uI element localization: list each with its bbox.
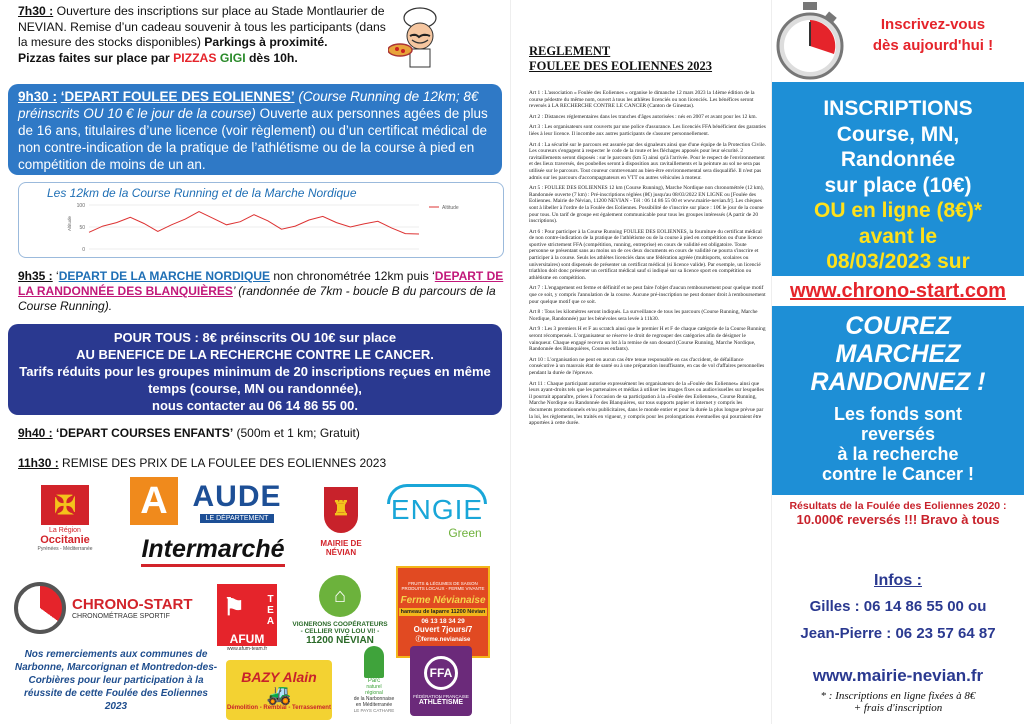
article-10: Art 10 : L'organisation ne peut en aucun cas être tenue responsable en cas d'accident, de défaillance consécutive à un mauvais état de santé ou à une préparation insuffisante, en cas de vol d'affaires personnelles pendant la durée de l'épreuve. — [529, 356, 765, 376]
ferme-text-2: PRODUITS LOCAUX - FERME VIVANTE — [401, 586, 485, 591]
article-6: Art 6 : Pour participer à la Course Running FOULEE DES EOLIENNES, la fourniture du certificat médical de non contre-indication de la pratique de l'athlétisme ou de la course à pied en compétition ou d'une licence sportive strictement FFA (compétition, running, entreprise) en cours de validité est obligatoire. Toute personne se présentant sans au moins un de ces deux documents en cours de validité ne pourra s'inscrire et participer à la course. Seuls les athlètes licenciés dans une fédération agréée (multisports, scolaires ou universitaires) sont dispensés de présenter un certificat médical (si licence valide). Par exemple, un licencié triathlon doit donc présenter un certificat médical sauf si indiqué sur sa licence sport en compétition ou athlétisme en compétition. — [529, 228, 763, 281]
pizza-time: dès 10h. — [245, 50, 298, 65]
parc-text-3: régional — [365, 689, 383, 696]
y-tick-label: 0 — [82, 247, 85, 253]
parc-leaf-icon — [364, 646, 384, 678]
contact-gilles: Gilles : 06 14 86 55 00 ou — [809, 598, 987, 615]
pricing-line-4: nous contacter au 06 14 86 55 00. — [152, 398, 358, 413]
reglement-title-2: FOULEE DES EOLIENNES 2023 — [529, 59, 713, 73]
register-now-2: dès aujourd'hui ! — [872, 37, 994, 54]
inscriptions-title: INSCRIPTIONS — [823, 97, 973, 120]
thanks-text: Nos remerciements aux communes de Narbonne, Marcorignan et Montredon-des-Corbières pour leur participation à la réussite de cette Foulée des Eoliennes 2023 — [14, 649, 218, 712]
kids-race-paragraph — [18, 426, 506, 441]
reglement-title — [529, 44, 712, 74]
aude-subtitle: LE DÉPARTEMENT — [200, 514, 275, 523]
rando-text: ’ (randonnée de 7km - boucle B du parcours de la Course Running). — [18, 284, 496, 313]
afum-url: www.afum-team.fr — [226, 646, 268, 652]
funds-line-3: à la recherche — [837, 444, 959, 464]
kids-text: (500m et 1 km; Gratuit) — [233, 426, 360, 440]
register-now-1: Inscrivez-vous — [880, 16, 986, 33]
chrono-text: CHRONO-START — [72, 596, 193, 613]
registration-column — [772, 0, 1024, 724]
article-2: Art 2 : Distances réglementaires dans les tranches d'âges autorisées : nés en 2007 et avant pour les 12 km. — [529, 113, 757, 120]
aude-text: AUDE — [192, 479, 282, 513]
ferme-address: hameau de Iaparre 11200 Névian — [400, 609, 486, 615]
bazy-logo — [226, 660, 332, 720]
vignerons-text-2: - CELLIER VIVO LOU VI! - — [300, 627, 380, 635]
occitanie-text-3: Pyrénées - Méditerranée — [37, 545, 93, 552]
article-9: Art 9 : Les 3 premiers H et F au scratch ainsi que le premier H et F de chaque catégorie de la Course Running seront récompensés. L'organisateur se réserve le droit de regrouper des catégories afin de désigner le vainqueur. Chaque engagé recevra un lot à la remise de son dossard (Course Running, Marche Nordique, Randonnée des Blanquières, Courses enfants). — [529, 326, 766, 353]
inscriptions-before: avant le — [858, 224, 938, 248]
pizzas-brand: PIZZAS — [173, 50, 217, 65]
intermarche-logo — [130, 532, 296, 568]
afum-text: AFUM — [217, 632, 277, 646]
rando-title: DEPART DE LA RANDONNÉE DES BLANQUIÈRES — [18, 269, 504, 298]
pricing-line-1: POUR TOUS : 8€ préinscrits OU 10€ sur place — [113, 330, 397, 345]
y-axis-label: Altitude — [67, 215, 72, 231]
engie-subtitle: Green — [448, 526, 482, 540]
slogan-courez: COUREZ — [845, 312, 951, 340]
pizza-text: Pizzas faites sur place par — [18, 50, 174, 65]
funds-line-4: contre le Cancer ! — [821, 464, 975, 484]
results-line-1: Résultats de la Foulée des Eoliennes 2020 : — [789, 500, 1007, 512]
article-8: Art 8 : Tous les kilomètres seront indiqués. La surveillance de tous les parcours (Course Running, Marche Nordique, Randonnée) par les bénévoles sera levée à 11h30. — [529, 309, 758, 322]
chrono-subtitle: CHRONOMÉTRAGE SPORTIF — [72, 613, 170, 620]
bazy-text: BAZY Alain — [241, 669, 317, 685]
footnote-2: + frais d'inscription — [853, 702, 943, 714]
occitanie-cross-icon: ✠ — [41, 485, 89, 525]
kids-title: ‘DEPART COURSES ENFANTS’ — [52, 426, 234, 440]
slogan — [776, 312, 1020, 396]
article-7: Art 7 : L'engagement est ferme et définitif et ne peut faire l'objet d'aucun remboursement pour quelque motif que ce soit, y compris l'annulation de la course. Aucune pré-inscription ne peut donner droit à remboursement pour quelque motif que ce soit. — [529, 285, 766, 305]
inscriptions-on: sur — [931, 250, 970, 273]
reglement-title-1: REGLEMENT — [529, 44, 611, 58]
ffa-text: FFA — [424, 656, 458, 690]
funds-text — [776, 404, 1020, 484]
ferme-text-1: FRUITS & LÉGUMES DE SAISON — [408, 581, 478, 586]
nordic-quote: ‘ — [52, 269, 59, 283]
funds-line-1: Les fonds sont — [833, 404, 962, 424]
ffa-subtitle-1: FÉDÉRATION FRANÇAISE — [413, 694, 469, 699]
chrono-start-link[interactable]: www.chrono-start.com — [772, 276, 1024, 306]
aude-a-icon: A — [130, 477, 178, 525]
awards-text: REMISE DES PRIX DE LA FOULEE DES EOLIENNES 2023 — [58, 456, 387, 470]
mairie-nevian-link[interactable]: www.mairie-nevian.fr — [812, 666, 984, 685]
funds-line-2: reversés — [860, 424, 936, 444]
chrono-start-logo — [14, 576, 200, 640]
mairie-text-2: NÉVIAN — [325, 548, 357, 557]
contact-jean-pierre: Jean-Pierre : 06 23 57 64 87 — [800, 625, 996, 642]
article-4: Art 4 : La sécurité sur le parcours est assurée par des signaleurs ainsi que d'une équipe de la Protection Civile. Les coureurs s'engagent à respecter le code de la route et les fléchages apposés pour leur sécurité. 2 ravitaillements seront disposés : sur le parcours (km 5) ainsi qu'à l'arrivée. Pour le respect de l'environnement et des lieux traversés, des poubelles seront à disposition aux ravitaillements et la peinture au sol ne sera pas utilisée sur le parcours. Tout coureur contrevenant au bien-être environnemental sera disqualifié. Il n'est pas admis sur les parcours d'accompagnateurs en VTT ou autres véhicules à moteur. — [529, 141, 767, 181]
pricing-line-2: AU BENEFICE DE LA RECHERCHE CONTRE LE CANCER. — [76, 347, 434, 362]
y-tick-label: 50 — [79, 225, 85, 231]
y-tick-label: 100 — [76, 203, 85, 209]
afum-letters: TEA — [251, 584, 277, 632]
parc-naturel-logo — [346, 638, 402, 720]
nevian-shield-icon: ♜ — [324, 487, 358, 533]
registration-panel — [772, 82, 1024, 495]
chart-title: Les 12km de la Course Running et de la Marche Nordique — [47, 186, 357, 200]
opening-time: 7h30 : — [18, 4, 54, 18]
results-line-2: 10.000€ reversés !!! Bravo à tous — [796, 512, 1000, 527]
parc-text-5: en Méditerranée — [355, 701, 393, 708]
register-now-text — [842, 14, 1024, 56]
nordic-text: non chronométrée 12km puis ‘ — [270, 269, 435, 283]
altitude-series-line — [89, 212, 419, 234]
afum-logo — [216, 580, 278, 656]
registration-info — [778, 96, 1018, 275]
running-conditions: Ouverte aux personnes agées de plus de 16 ans, titulaires d’une licence (voir règlement) ou d’un certificat médical de non contre-indication de la pratique de l’athlétisme ou de la course à pied en compétition de moins de un an. — [18, 106, 488, 172]
ferme-open: Ouvert 7jours/7 — [413, 625, 473, 634]
contact-block — [772, 572, 1024, 642]
nordic-walk-paragraph — [18, 269, 506, 314]
article-5: Art 5 : FOULEE DES EOLIENNES 12 km (Course Running), Marche Nordique non chronométrée (12 km), Randonnée ouverte (7 km) : Pré-inscriptions réglées (8€) jusqu'au 08/03/2022 EN LIGNE ou [Foulée des Eoliennes. Mairie de Névian, 11200 NEVIAN - Tél : 06 14 86 55 00 et www.mairie-nevian.fr]. Les chèques sont à libeller à l'ordre de la Foulée des Eoliennes. Possibilité de s'inscrire sur place : 10€ le jour de la course pour tous. Un tarif de groupe est également communicable pour tous les groupes intéressés (A partir de 20 inscriptions). — [529, 185, 764, 225]
article-3: Art 3 : Les organisateurs sont couverts par une police d'assurance. Les licenciés FFA bénéficient des garanties liées à leur licence. Il incombe aux autres participants de s'assurer personnellement. — [529, 124, 766, 137]
ferme-facebook — [416, 634, 471, 643]
running-title: ‘DEPART FOULEE DES EOLIENNES’ — [60, 89, 295, 104]
parc-text-4: de la Narbonnaise — [353, 695, 395, 702]
inscriptions-online: OU en ligne (8€)* — [813, 199, 983, 222]
stopwatch-icon — [776, 2, 844, 80]
opening-text: Ouverture des inscriptions sur place au Stade Montlaurier de NEVIAN. Remise d’un cadeau souvenir à tous les participants (dans la mesure des stocks disponibles) — [18, 4, 386, 49]
slogan-randonnez: RANDONNEZ ! — [810, 368, 986, 396]
pizza-chef-illustration — [388, 6, 448, 72]
ffa-subtitle-2: ATHLÉTISME — [418, 699, 464, 706]
occitanie-text-1: La Région — [49, 526, 81, 534]
ffa-logo — [410, 646, 472, 716]
occitanie-text-2: Occitanie — [40, 533, 90, 546]
ferme-phone: 06 13 18 34 29 — [421, 618, 465, 625]
inscriptions-line-4: sur place (10€) — [824, 173, 972, 197]
infos-title: Infos : — [874, 572, 922, 589]
results-text — [772, 500, 1024, 526]
footnote-1: * : Inscriptions en ligne fixées à 8€ — [820, 690, 976, 702]
reglement-column — [510, 0, 772, 724]
running-time: 9h30 : — [18, 89, 58, 104]
pricing-line-3: Tarifs réduits pour les groupes minimum de 20 inscriptions reçues en même temps (course, MN ou randonnée), — [19, 364, 491, 396]
running-price: (Course Running de 12km; 8€ préinscrits OU 10 € le jour de la course) — [18, 89, 479, 121]
ferme-name: Ferme Névianaise — [400, 595, 486, 606]
legend-label: Altitude — [442, 205, 459, 211]
awards-paragraph — [18, 456, 506, 471]
vignerons-text-3: 11200 NÉVIAN — [306, 634, 374, 646]
ferme-facebook-text: ferme.nevianaise — [421, 637, 471, 643]
ferme-nevianaise-logo — [396, 566, 490, 658]
opening-paragraph — [18, 4, 390, 66]
elevation-plot — [19, 201, 505, 257]
parc-text-2: naturel — [366, 683, 382, 690]
engie-text: ENGIE — [390, 494, 484, 525]
excavator-icon: 🚜 — [266, 684, 292, 706]
inscriptions-line-3: Randonnée — [840, 148, 956, 171]
article-11: Art 11 : Chaque participant autorise expressément les organisateurs de la «Foulée des Eoliennes» ainsi que leurs ayant-droits tels que les partenaires et médias à utiliser les images fixes ou audiovisuelles sur lesquelles il pourrait apparaître, prises à l'occasion de sa participation à la «Foulée des Eoliennes», Course Running, Marche Nordique ou Randonnée des Blanquières, sur tous supports papier et internet y compris les documents promotionnels et/ou publicitaires, dans le monde entier et pour la durée la plus longue prévue par la loi, les règlements, les traités en vigueur, y compris pour les prolongations éventuelles qui pourraient être apportées à cette durée. — [529, 380, 765, 427]
mairie-text-1: MAIRIE DE — [320, 539, 362, 548]
vineyard-icon: ⌂ — [319, 575, 361, 617]
slogan-marchez: MARCHEZ — [835, 340, 961, 368]
parc-text-6: LE PAYS CATHARE — [353, 707, 395, 713]
article-1: Art 1 : L'association « Foulée des Eoliennes » organise le dimanche 12 mars 2023 la 14ème édition de la course pédestre du même nom, ouvert à tous les athlètes licenciés ou non licenciés. Les bénéfices seront reversés à LA RECHERCHE CONTRE LE CANCER (Canton de Ginestas). — [529, 90, 755, 110]
engie-logo — [378, 478, 496, 546]
gigi-brand: GIGI — [219, 50, 246, 65]
afum-runner-icon: ⚑ — [217, 584, 251, 632]
pricing-banner — [8, 324, 502, 415]
articles-list — [529, 90, 767, 431]
occitanie-logo — [24, 478, 106, 558]
intermarche-text: Intermarché — [141, 534, 284, 567]
parking-text: Parkings à proximité. — [204, 35, 328, 49]
program-column — [0, 0, 510, 724]
kids-time: 9h40 : — [18, 426, 53, 440]
parc-text-1: Parc — [367, 677, 381, 684]
nordic-time: 9h35 : — [18, 269, 53, 283]
bazy-subtitle: Démolition - Remblai - Terrassement — [227, 705, 331, 711]
aude-logo — [130, 475, 296, 527]
nordic-title: DEPART DE LA MARCHE NORDIQUE — [58, 269, 271, 283]
stopwatch-icon — [14, 582, 66, 634]
awards-time: 11h30 : — [18, 456, 59, 470]
elevation-chart — [18, 182, 504, 258]
nevian-mairie-logo — [316, 474, 366, 570]
course-running-banner — [8, 84, 502, 175]
inscriptions-line-2: Course, MN, — [836, 122, 960, 146]
inscriptions-deadline: 08/03/2023 — [826, 250, 932, 273]
footnote — [772, 690, 1024, 714]
facebook-icon: ⓕ — [415, 637, 422, 643]
vignerons-text-1: VIGNERONS COOPÉRATEURS — [292, 620, 388, 628]
